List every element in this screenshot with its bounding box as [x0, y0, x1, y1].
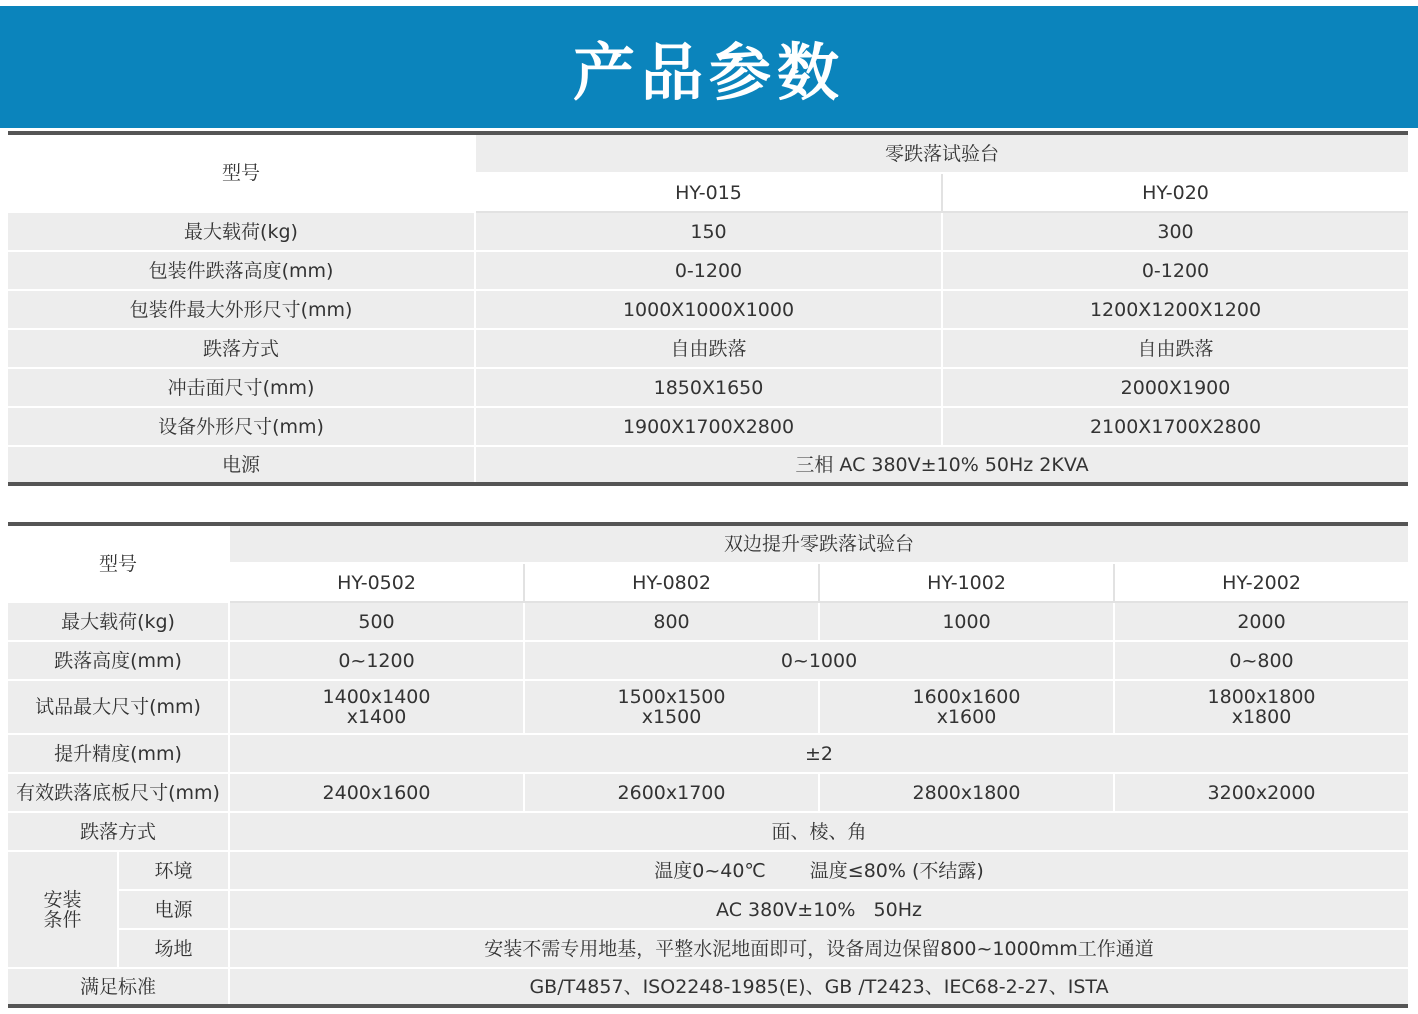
table-row — [8, 290, 1408, 329]
table-row — [8, 133, 1408, 173]
install-conditions-label — [8, 851, 118, 968]
value-cell: 面、棱、角 — [229, 812, 1408, 851]
row-label: 电源 — [8, 446, 475, 484]
table-row — [8, 641, 1408, 680]
row-label: 最大载荷(kg) — [8, 602, 229, 641]
row-label: 最大载荷(kg) — [8, 212, 475, 251]
value-cell: 2800x1800 — [819, 773, 1114, 812]
table-row — [8, 368, 1408, 407]
value-cell: 2000 — [1114, 602, 1408, 641]
value-cell — [229, 680, 524, 734]
table-row — [8, 602, 1408, 641]
size-line: 1500x1500 — [617, 686, 726, 708]
env-temp: 温度0~40℃ — [654, 859, 766, 882]
table-row — [8, 890, 1408, 929]
value-cell: 0~1200 — [229, 641, 524, 680]
row-label: 冲击面尺寸(mm) — [8, 368, 475, 407]
value-cell: 1000 — [819, 602, 1114, 641]
table-row — [8, 680, 1408, 734]
value-cell — [229, 851, 1408, 890]
value-cell: 800 — [524, 602, 819, 641]
model-cell: HY-0802 — [524, 563, 819, 602]
row-label: 跌落方式 — [8, 329, 475, 368]
row-label: 包装件跌落高度(mm) — [8, 251, 475, 290]
size-line: 1800x1800 — [1207, 686, 1316, 708]
zero-drop-spec-table — [8, 131, 1408, 486]
row-label: 试品最大尺寸(mm) — [8, 680, 229, 734]
row-label: 满足标准 — [8, 968, 229, 1006]
install-label-line: 条件 — [43, 908, 82, 931]
value-cell: 2100X1700X2800 — [942, 407, 1408, 446]
model-cell: HY-2002 — [1114, 563, 1408, 602]
table-row — [8, 446, 1408, 484]
model-cell: HY-020 — [942, 173, 1408, 212]
row-label: 电源 — [118, 890, 229, 929]
value-cell: 安装不需专用地基，平整水泥地面即可，设备周边保留800~1000mm工作通道 — [229, 929, 1408, 968]
dual-lift-drop-spec-table — [8, 522, 1408, 1008]
value-cell: GB/T4857、ISO2248-1985(E)、GB /T2423、IEC68-2-27、ISTA — [229, 968, 1408, 1006]
page-title: 产品参数 — [572, 35, 845, 109]
value-cell: 自由跌落 — [942, 329, 1408, 368]
value-cell: 2000X1900 — [942, 368, 1408, 407]
value-cell — [819, 680, 1114, 734]
row-label: 包装件最大外形尺寸(mm) — [8, 290, 475, 329]
model-cell: HY-015 — [475, 173, 942, 212]
table-row — [8, 329, 1408, 368]
value-cell: 1200X1200X1200 — [942, 290, 1408, 329]
value-cell: 0-1200 — [942, 251, 1408, 290]
value-cell: 自由跌落 — [475, 329, 942, 368]
table-row — [8, 251, 1408, 290]
value-cell: ±2 — [229, 734, 1408, 773]
value-cell: 0~1000 — [524, 641, 1114, 680]
size-line: x1400 — [346, 706, 407, 728]
table-row — [8, 407, 1408, 446]
value-cell: 三相 AC 380V±10% 50Hz 2KVA — [475, 446, 1408, 484]
row-label: 设备外形尺寸(mm) — [8, 407, 475, 446]
title-banner — [0, 6, 1418, 128]
value-cell — [1114, 680, 1408, 734]
value-cell: 1000X1000X1000 — [475, 290, 942, 329]
model-cell: HY-1002 — [819, 563, 1114, 602]
table-row — [8, 968, 1408, 1006]
value-cell: AC 380V±10% 50Hz — [229, 890, 1408, 929]
row-label: 环境 — [118, 851, 229, 890]
size-line: 1600x1600 — [912, 686, 1021, 708]
value-cell: 2400x1600 — [229, 773, 524, 812]
model-label: 型号 — [8, 133, 475, 212]
value-cell: 1900X1700X2800 — [475, 407, 942, 446]
value-cell: 0-1200 — [475, 251, 942, 290]
size-line: x1800 — [1231, 706, 1292, 728]
value-cell: 300 — [942, 212, 1408, 251]
install-label-line: 安装 — [43, 888, 82, 911]
value-cell: 0~800 — [1114, 641, 1408, 680]
row-label: 提升精度(mm) — [8, 734, 229, 773]
size-line: 1400x1400 — [322, 686, 431, 708]
row-label: 跌落方式 — [8, 812, 229, 851]
value-cell: 1850X1650 — [475, 368, 942, 407]
value-cell: 500 — [229, 602, 524, 641]
size-line: x1600 — [936, 706, 997, 728]
value-cell: 2600x1700 — [524, 773, 819, 812]
table-row — [8, 734, 1408, 773]
group-title: 双边提升零跌落试验台 — [229, 524, 1408, 563]
value-cell: 150 — [475, 212, 942, 251]
group-title: 零跌落试验台 — [475, 133, 1408, 173]
value-cell: 3200x2000 — [1114, 773, 1408, 812]
table-row — [8, 812, 1408, 851]
model-label: 型号 — [8, 524, 229, 602]
table-row — [8, 524, 1408, 563]
value-cell — [524, 680, 819, 734]
row-label: 场地 — [118, 929, 229, 968]
table-row — [8, 773, 1408, 812]
table-row — [8, 212, 1408, 251]
size-line: x1500 — [641, 706, 702, 728]
row-label: 跌落高度(mm) — [8, 641, 229, 680]
env-humidity: 温度≤80% (不结露) — [809, 859, 984, 882]
table-row — [8, 929, 1408, 968]
model-cell: HY-0502 — [229, 563, 524, 602]
table-row — [8, 851, 1408, 890]
row-label: 有效跌落底板尺寸(mm) — [8, 773, 229, 812]
